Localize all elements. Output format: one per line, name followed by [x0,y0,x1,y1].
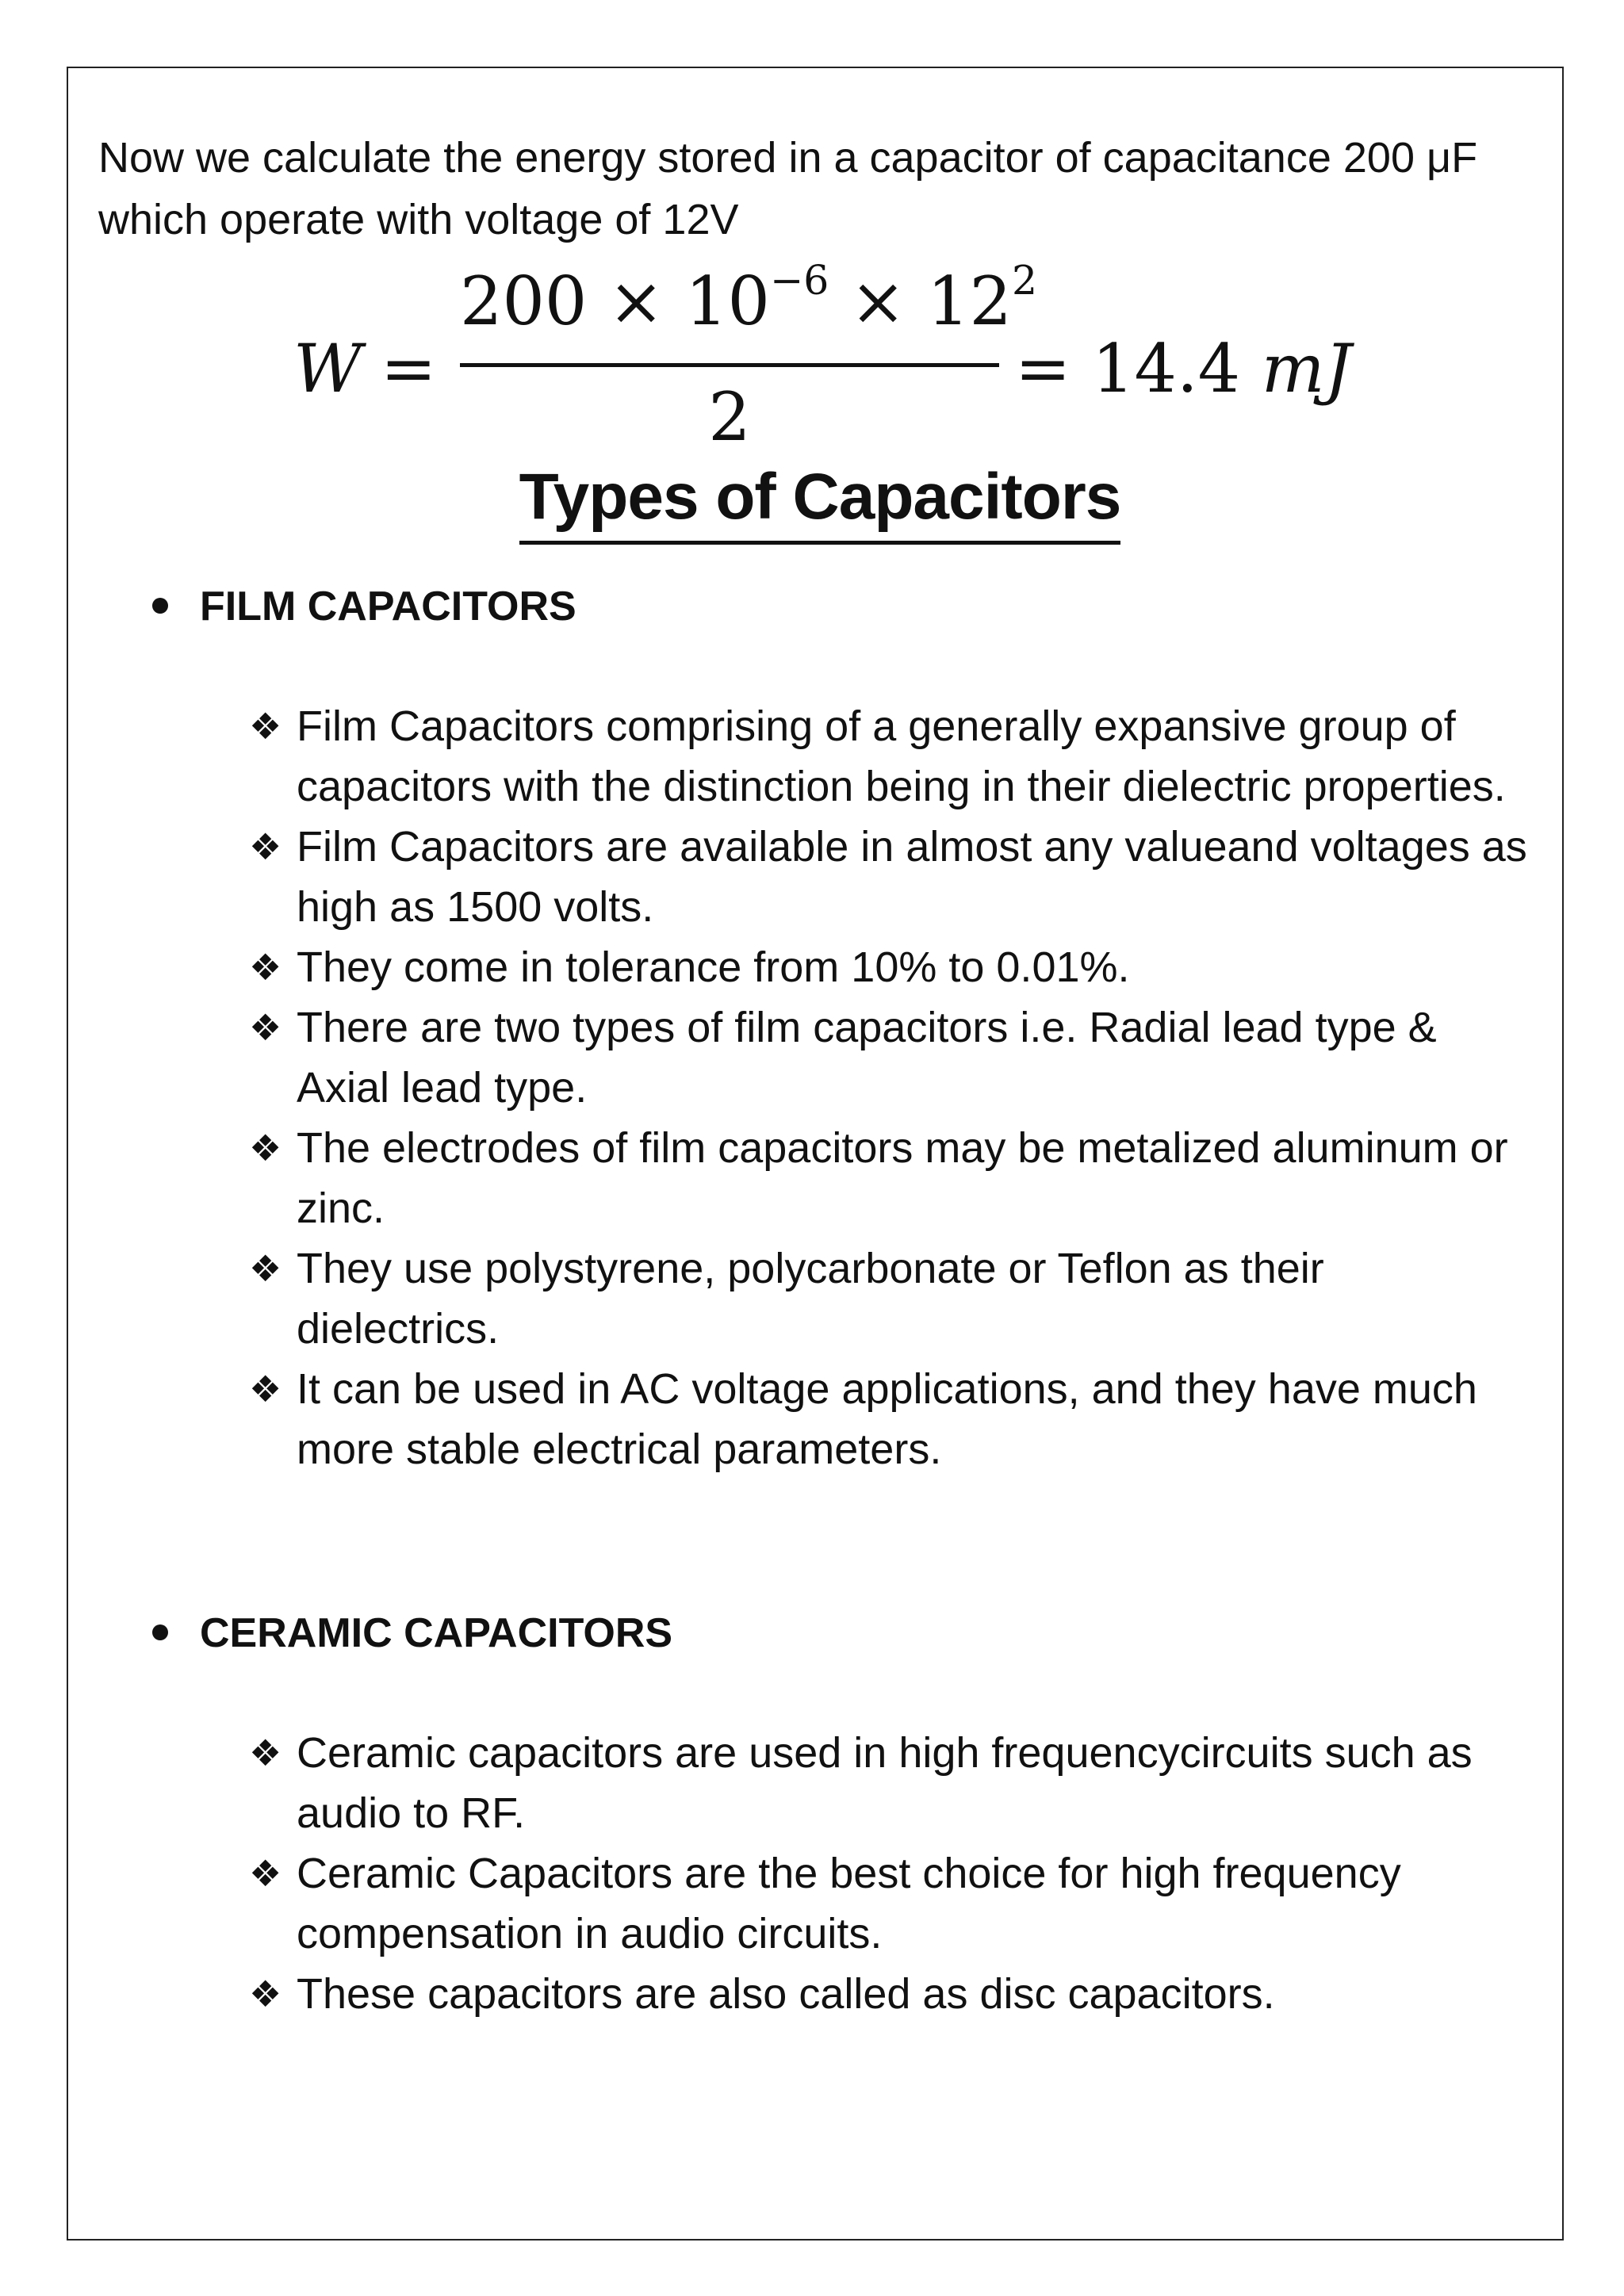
list-item: ❖ They come in tolerance from 10% to 0.01%. [98,937,1542,997]
diamond-bullet-icon: ❖ [249,826,282,867]
diamond-bullet-icon: ❖ [249,1368,282,1410]
formula-lhs: W [293,330,362,408]
list-item: ❖ Ceramic capacitors are used in high frequencycircuits such as audio to RF. [98,1723,1542,1843]
formula-fraction [460,254,1038,461]
film-items-list [98,696,1542,1479]
bullet-dot-icon [152,1624,168,1640]
diamond-bullet-icon: ❖ [249,1853,282,1894]
list-item: ❖ It can be used in AC voltage applications, and they have much more stable electrical parameters. [98,1359,1542,1479]
section-film-capacitors [98,579,1542,1479]
diamond-bullet-icon: ❖ [249,706,282,747]
diamond-bullet-icon: ❖ [249,1007,282,1048]
diamond-bullet-icon: ❖ [249,1732,282,1774]
fraction-bar [460,363,999,367]
list-item: ❖ The electrodes of film capacitors may be metalized aluminum or zinc. [98,1118,1542,1238]
formula-result: = 14.4 mJ [1015,330,1352,408]
list-item: ❖ Film Capacitors comprising of a generally expansive group of capacitors with the distinction being in their dielectric properties. [98,696,1542,817]
diamond-bullet-icon: ❖ [249,1248,282,1289]
section-title: FILM CAPACITORS [98,579,1542,634]
list-item: ❖ They use polystyrene, polycarbonate or Teflon as their dielectrics. [98,1238,1542,1359]
list-item: ❖ Film Capacitors are available in almost any valueand voltages as high as 1500 volts. [98,817,1542,937]
formula-equals: = [381,330,437,408]
section-title: CERAMIC CAPACITORS [98,1605,1542,1661]
page-heading [98,460,1542,545]
diamond-bullet-icon: ❖ [249,1127,282,1169]
diamond-bullet-icon: ❖ [249,947,282,988]
list-item: ❖ These capacitors are also called as disc capacitors. [98,1964,1542,2024]
formula-numerator: $200 \times 10^{-6} \times 12^2$ [460,257,1038,340]
document-content [98,127,1542,251]
list-item: ❖ Ceramic Capacitors are the best choice for high frequency compensation in audio circuits. [98,1843,1542,1964]
ceramic-items-list [98,1723,1542,2024]
energy-formula [293,254,1356,460]
intro-paragraph: Now we calculate the energy stored in a capacitor of capacitance 200 μF which operate with voltage of 12V [98,134,1478,243]
heading-text: Types of Capacitors [519,460,1121,545]
section-ceramic-capacitors [98,1605,1542,2024]
bullet-dot-icon [152,598,168,614]
diamond-bullet-icon: ❖ [249,1973,282,2015]
list-item: ❖ There are two types of film capacitors i.e. Radial lead type & Axial lead type. [98,997,1542,1118]
formula-denominator: 2 [708,378,751,456]
